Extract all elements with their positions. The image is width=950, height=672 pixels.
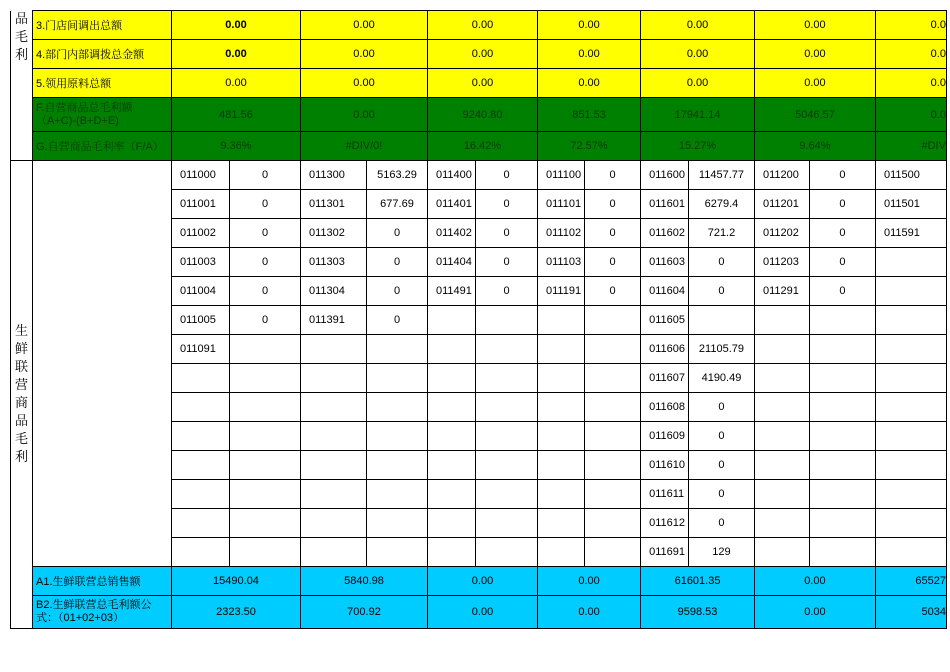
value-cell[interactable]: 0.00: [538, 567, 641, 596]
amount-cell[interactable]: 0: [367, 306, 428, 335]
code-cell[interactable]: [754, 335, 809, 364]
value-cell[interactable]: 0.00: [754, 11, 875, 40]
code-cell[interactable]: 011600: [641, 161, 689, 190]
code-cell[interactable]: 011611: [641, 480, 689, 509]
value-cell[interactable]: 0.00: [301, 40, 428, 69]
code-cell[interactable]: 011091: [172, 335, 230, 364]
amount-cell[interactable]: 0: [809, 161, 875, 190]
code-cell[interactable]: [428, 306, 476, 335]
value-cell[interactable]: 481.56: [172, 98, 301, 132]
code-cell[interactable]: 011401: [428, 190, 476, 219]
amount-cell[interactable]: 0: [585, 248, 641, 277]
amount-cell[interactable]: [809, 451, 875, 480]
amount-cell[interactable]: 0: [688, 451, 754, 480]
amount-cell[interactable]: [230, 364, 301, 393]
amount-cell[interactable]: [230, 422, 301, 451]
code-cell[interactable]: 011301: [301, 190, 367, 219]
code-cell[interactable]: [301, 393, 367, 422]
amount-cell[interactable]: 5163.29: [367, 161, 428, 190]
amount-cell[interactable]: [476, 509, 538, 538]
code-cell[interactable]: [754, 509, 809, 538]
amount-cell[interactable]: [476, 306, 538, 335]
amount-cell[interactable]: 0: [367, 219, 428, 248]
amount-cell[interactable]: [367, 538, 428, 567]
amount-cell[interactable]: 0: [809, 219, 875, 248]
summary-row: [11, 98, 947, 132]
code-cell[interactable]: [172, 451, 230, 480]
value-cell[interactable]: #DIV: [875, 132, 946, 161]
amount-cell[interactable]: [367, 422, 428, 451]
row-label[interactable]: 5.领用原料总额: [33, 69, 172, 98]
code-cell[interactable]: 011300: [301, 161, 367, 190]
code-cell[interactable]: 011612: [641, 509, 689, 538]
value-cell[interactable]: 9.36%: [172, 132, 301, 161]
row-label[interactable]: F.自营商品总毛利额（A+C)-(B+D+E): [33, 98, 172, 132]
value-cell[interactable]: 0.00: [641, 40, 755, 69]
code-cell[interactable]: 011591: [875, 219, 946, 248]
amount-cell[interactable]: 0: [585, 161, 641, 190]
value-cell[interactable]: 9.64%: [754, 132, 875, 161]
amount-cell[interactable]: [476, 451, 538, 480]
code-cell[interactable]: [538, 451, 585, 480]
code-cell[interactable]: 011302: [301, 219, 367, 248]
value-cell[interactable]: 0.00: [428, 69, 538, 98]
code-cell[interactable]: [172, 393, 230, 422]
code-cell[interactable]: 011691: [641, 538, 689, 567]
amount-cell[interactable]: [585, 306, 641, 335]
code-cell[interactable]: [538, 306, 585, 335]
amount-cell[interactable]: [476, 422, 538, 451]
code-cell[interactable]: 011606: [641, 335, 689, 364]
code-cell[interactable]: [428, 422, 476, 451]
code-cell[interactable]: [428, 451, 476, 480]
amount-cell[interactable]: 0: [476, 190, 538, 219]
code-cell[interactable]: 011005: [172, 306, 230, 335]
amount-cell[interactable]: 721.2: [688, 219, 754, 248]
value-cell[interactable]: 9598.53: [641, 596, 755, 629]
code-cell[interactable]: 011002: [172, 219, 230, 248]
code-cell[interactable]: 011202: [754, 219, 809, 248]
code-cell[interactable]: 011291: [754, 277, 809, 306]
detail-row: [11, 161, 947, 190]
amount-cell[interactable]: 0: [230, 190, 301, 219]
value-cell[interactable]: 9240.80: [428, 98, 538, 132]
amount-cell[interactable]: [367, 364, 428, 393]
value-cell[interactable]: 0.00: [172, 40, 301, 69]
code-cell[interactable]: 011602: [641, 219, 689, 248]
code-cell[interactable]: [538, 393, 585, 422]
amount-cell[interactable]: [476, 480, 538, 509]
code-cell[interactable]: [428, 480, 476, 509]
row-label[interactable]: A1.生鲜联营总销售额: [33, 567, 172, 596]
value-cell[interactable]: 0.00: [301, 98, 428, 132]
summary-row: [11, 132, 947, 161]
row-label[interactable]: G.自营商品毛利率（F/A）: [33, 132, 172, 161]
amount-cell[interactable]: 0: [367, 248, 428, 277]
value-cell[interactable]: 2323.50: [172, 596, 301, 629]
code-cell[interactable]: [754, 422, 809, 451]
value-cell[interactable]: 0.00: [754, 596, 875, 629]
amount-cell[interactable]: [230, 451, 301, 480]
side-label-bottom[interactable]: 生鲜联营商品毛利: [11, 161, 33, 629]
value-cell[interactable]: 17941.14: [641, 98, 755, 132]
row-label[interactable]: B2.生鲜联营总毛利额公式：（01+02+03）: [33, 596, 172, 629]
amount-cell[interactable]: 0: [367, 277, 428, 306]
amount-cell[interactable]: 129: [688, 538, 754, 567]
amount-cell[interactable]: 6279.4: [688, 190, 754, 219]
value-cell[interactable]: 0.00: [172, 69, 301, 98]
amount-cell[interactable]: [230, 480, 301, 509]
code-cell[interactable]: [754, 364, 809, 393]
code-cell[interactable]: 011500: [875, 161, 946, 190]
code-cell[interactable]: [538, 422, 585, 451]
code-cell[interactable]: 011004: [172, 277, 230, 306]
code-cell[interactable]: 011601: [641, 190, 689, 219]
code-cell[interactable]: [754, 306, 809, 335]
value-cell[interactable]: 0.00: [301, 69, 428, 98]
value-cell[interactable]: 5034: [875, 596, 946, 629]
value-cell[interactable]: 61601.35: [641, 567, 755, 596]
amount-cell[interactable]: [585, 393, 641, 422]
amount-cell[interactable]: 0: [585, 277, 641, 306]
code-cell[interactable]: 011303: [301, 248, 367, 277]
code-cell[interactable]: 011001: [172, 190, 230, 219]
value-cell[interactable]: 0.00: [428, 567, 538, 596]
code-cell[interactable]: [301, 480, 367, 509]
amount-cell[interactable]: 677.69: [367, 190, 428, 219]
amount-cell[interactable]: 0: [476, 161, 538, 190]
amount-cell[interactable]: [688, 306, 754, 335]
code-cell[interactable]: 011402: [428, 219, 476, 248]
value-cell[interactable]: 0.00: [754, 40, 875, 69]
value-cell[interactable]: 0.00: [754, 567, 875, 596]
amount-cell[interactable]: [809, 509, 875, 538]
amount-cell[interactable]: 0: [230, 248, 301, 277]
code-cell[interactable]: [875, 451, 946, 480]
amount-cell[interactable]: 0: [688, 248, 754, 277]
amount-cell[interactable]: 0: [230, 277, 301, 306]
amount-cell[interactable]: [809, 393, 875, 422]
spreadsheet-table: [10, 10, 947, 629]
code-cell[interactable]: [172, 364, 230, 393]
code-cell[interactable]: [538, 538, 585, 567]
amount-cell[interactable]: [585, 335, 641, 364]
value-cell[interactable]: 15490.04: [172, 567, 301, 596]
code-cell[interactable]: [875, 538, 946, 567]
amount-cell[interactable]: [809, 538, 875, 567]
code-cell[interactable]: [875, 364, 946, 393]
code-cell[interactable]: 011201: [754, 190, 809, 219]
code-cell[interactable]: 011391: [301, 306, 367, 335]
summary-row: [11, 11, 947, 40]
amount-cell[interactable]: 0: [688, 393, 754, 422]
code-cell[interactable]: [172, 509, 230, 538]
value-cell[interactable]: 851.53: [538, 98, 641, 132]
amount-cell[interactable]: [585, 509, 641, 538]
amount-cell[interactable]: 0: [476, 219, 538, 248]
code-cell[interactable]: [301, 509, 367, 538]
footer-row: [11, 567, 947, 596]
code-cell[interactable]: 011609: [641, 422, 689, 451]
value-cell[interactable]: 72.57%: [538, 132, 641, 161]
code-cell[interactable]: [875, 509, 946, 538]
amount-cell[interactable]: 0: [809, 248, 875, 277]
amount-cell[interactable]: [230, 538, 301, 567]
amount-cell[interactable]: [230, 393, 301, 422]
code-cell[interactable]: [875, 422, 946, 451]
value-cell[interactable]: 0.00: [641, 11, 755, 40]
code-cell[interactable]: [538, 509, 585, 538]
code-cell[interactable]: 011605: [641, 306, 689, 335]
value-cell[interactable]: 0.00: [428, 11, 538, 40]
code-cell[interactable]: [875, 480, 946, 509]
amount-cell[interactable]: [809, 335, 875, 364]
value-cell[interactable]: 0.00: [538, 11, 641, 40]
code-cell[interactable]: [301, 422, 367, 451]
amount-cell[interactable]: 0: [585, 190, 641, 219]
amount-cell[interactable]: 0: [585, 219, 641, 248]
amount-cell[interactable]: [809, 364, 875, 393]
code-cell[interactable]: [875, 335, 946, 364]
value-cell[interactable]: 0.00: [172, 11, 301, 40]
amount-cell[interactable]: 0: [230, 161, 301, 190]
amount-cell[interactable]: 11457.77: [688, 161, 754, 190]
value-cell[interactable]: 5840.98: [301, 567, 428, 596]
code-cell[interactable]: [172, 480, 230, 509]
summary-row: [11, 40, 947, 69]
code-cell[interactable]: [301, 364, 367, 393]
code-cell[interactable]: 011603: [641, 248, 689, 277]
value-cell[interactable]: 0.00: [538, 69, 641, 98]
amount-cell[interactable]: 0: [476, 248, 538, 277]
value-cell[interactable]: 0.0: [875, 40, 946, 69]
row-label[interactable]: 3.门店间调出总额: [33, 11, 172, 40]
value-cell[interactable]: 0.0: [875, 98, 946, 132]
amount-cell[interactable]: [585, 480, 641, 509]
value-cell[interactable]: 0.00: [428, 596, 538, 629]
value-cell[interactable]: 700.92: [301, 596, 428, 629]
code-cell[interactable]: [538, 335, 585, 364]
amount-cell[interactable]: [809, 422, 875, 451]
code-cell[interactable]: [172, 422, 230, 451]
footer-row: [11, 596, 947, 629]
code-cell[interactable]: 011607: [641, 364, 689, 393]
amount-cell[interactable]: 0: [809, 277, 875, 306]
amount-cell[interactable]: [367, 509, 428, 538]
amount-cell[interactable]: [367, 335, 428, 364]
code-cell[interactable]: 011304: [301, 277, 367, 306]
code-cell[interactable]: 011191: [538, 277, 585, 306]
code-cell[interactable]: [875, 277, 946, 306]
code-cell[interactable]: [875, 393, 946, 422]
code-cell[interactable]: [875, 248, 946, 277]
value-cell[interactable]: 65527: [875, 567, 946, 596]
amount-cell[interactable]: [367, 451, 428, 480]
code-cell[interactable]: 011203: [754, 248, 809, 277]
value-cell[interactable]: 0.0: [875, 69, 946, 98]
code-cell[interactable]: [428, 364, 476, 393]
code-cell[interactable]: [538, 364, 585, 393]
amount-cell[interactable]: 4190.49: [688, 364, 754, 393]
code-cell[interactable]: [754, 538, 809, 567]
amount-cell[interactable]: [585, 422, 641, 451]
code-cell[interactable]: 011404: [428, 248, 476, 277]
code-cell[interactable]: [538, 480, 585, 509]
code-cell[interactable]: 011101: [538, 190, 585, 219]
code-cell[interactable]: [754, 480, 809, 509]
code-cell[interactable]: [301, 538, 367, 567]
amount-cell[interactable]: 0: [230, 306, 301, 335]
amount-cell[interactable]: 0: [230, 219, 301, 248]
amount-cell[interactable]: 0: [688, 422, 754, 451]
code-cell[interactable]: [428, 538, 476, 567]
row-label[interactable]: 4.部门内部调拨总金额: [33, 40, 172, 69]
summary-row: [11, 69, 947, 98]
amount-cell[interactable]: [585, 451, 641, 480]
value-cell[interactable]: 0.0: [875, 11, 946, 40]
code-cell[interactable]: [428, 393, 476, 422]
amount-cell[interactable]: [476, 364, 538, 393]
blank-label-cell[interactable]: [33, 161, 172, 567]
code-cell[interactable]: [301, 451, 367, 480]
value-cell[interactable]: 0.00: [754, 69, 875, 98]
code-cell[interactable]: 011102: [538, 219, 585, 248]
value-cell[interactable]: #DIV/0!: [301, 132, 428, 161]
amount-cell[interactable]: [230, 509, 301, 538]
code-cell[interactable]: [428, 335, 476, 364]
amount-cell[interactable]: 0: [809, 190, 875, 219]
code-cell[interactable]: 011100: [538, 161, 585, 190]
amount-cell[interactable]: 0: [688, 277, 754, 306]
code-cell[interactable]: 011501: [875, 190, 946, 219]
value-cell[interactable]: 0.00: [641, 69, 755, 98]
code-cell[interactable]: [754, 393, 809, 422]
amount-cell[interactable]: [585, 538, 641, 567]
code-cell[interactable]: 011604: [641, 277, 689, 306]
value-cell[interactable]: 15.27%: [641, 132, 755, 161]
amount-cell[interactable]: [230, 335, 301, 364]
amount-cell[interactable]: 0: [476, 277, 538, 306]
value-cell[interactable]: 5046.57: [754, 98, 875, 132]
code-cell[interactable]: 011400: [428, 161, 476, 190]
code-cell[interactable]: 011608: [641, 393, 689, 422]
amount-cell[interactable]: [809, 480, 875, 509]
amount-cell[interactable]: [367, 480, 428, 509]
amount-cell[interactable]: [809, 306, 875, 335]
amount-cell[interactable]: 21105.79: [688, 335, 754, 364]
value-cell[interactable]: 16.42%: [428, 132, 538, 161]
code-cell[interactable]: [172, 538, 230, 567]
code-cell[interactable]: [875, 306, 946, 335]
code-cell[interactable]: 011103: [538, 248, 585, 277]
value-cell[interactable]: 0.00: [428, 40, 538, 69]
code-cell[interactable]: 011200: [754, 161, 809, 190]
amount-cell[interactable]: [367, 393, 428, 422]
value-cell[interactable]: 0.00: [301, 11, 428, 40]
amount-cell[interactable]: 0: [688, 480, 754, 509]
side-label-top[interactable]: 品毛利: [11, 11, 33, 161]
amount-cell[interactable]: [476, 538, 538, 567]
code-cell[interactable]: 011003: [172, 248, 230, 277]
code-cell[interactable]: 011610: [641, 451, 689, 480]
code-cell[interactable]: [754, 451, 809, 480]
amount-cell[interactable]: 0: [688, 509, 754, 538]
code-cell[interactable]: [428, 509, 476, 538]
amount-cell[interactable]: [585, 364, 641, 393]
amount-cell[interactable]: [476, 393, 538, 422]
value-cell[interactable]: 0.00: [538, 596, 641, 629]
code-cell[interactable]: [301, 335, 367, 364]
code-cell[interactable]: 011000: [172, 161, 230, 190]
code-cell[interactable]: 011491: [428, 277, 476, 306]
value-cell[interactable]: 0.00: [538, 40, 641, 69]
amount-cell[interactable]: [476, 335, 538, 364]
